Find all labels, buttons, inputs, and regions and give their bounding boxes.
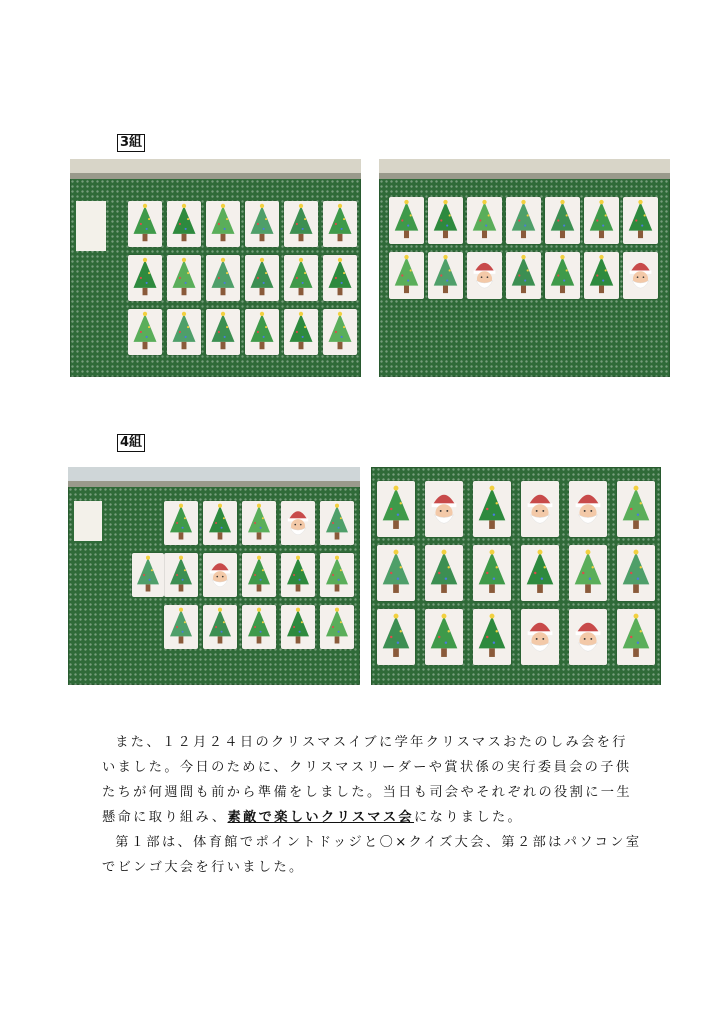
tree-drawing xyxy=(377,481,415,537)
class-4-label: 4組 xyxy=(117,434,145,452)
photo-rail-shadow xyxy=(70,173,361,179)
photo-rail xyxy=(70,159,361,173)
tree-drawing xyxy=(377,609,415,665)
tree-drawing xyxy=(284,201,318,247)
tree-card xyxy=(389,197,424,244)
photo-rail xyxy=(379,159,670,173)
tree-drawing xyxy=(320,501,354,545)
tree-drawing xyxy=(323,201,357,247)
santa-card xyxy=(569,609,607,665)
tree-card xyxy=(377,545,415,601)
tree-drawing xyxy=(545,252,580,299)
tree-card xyxy=(128,255,162,301)
tree-drawing xyxy=(167,255,201,301)
class-4-photo-left xyxy=(68,467,360,685)
tree-card xyxy=(617,545,655,601)
tree-card xyxy=(164,501,198,545)
tree-drawing xyxy=(164,605,198,649)
tree-card xyxy=(473,545,511,601)
tree-drawing xyxy=(617,545,655,601)
tree-drawing xyxy=(245,309,279,355)
tree-card xyxy=(245,309,279,355)
tree-card xyxy=(206,255,240,301)
tree-card xyxy=(206,201,240,247)
tree-card xyxy=(128,309,162,355)
tree-card xyxy=(569,545,607,601)
tree-card xyxy=(245,201,279,247)
tree-card xyxy=(242,501,276,545)
tree-drawing xyxy=(128,255,162,301)
tree-drawing xyxy=(473,609,511,665)
tree-drawing xyxy=(323,309,357,355)
tree-card xyxy=(377,481,415,537)
tree-card xyxy=(545,197,580,244)
santa-card xyxy=(425,481,463,537)
tree-drawing xyxy=(521,545,559,601)
tree-card xyxy=(617,481,655,537)
tree-drawing xyxy=(320,553,354,597)
tree-card xyxy=(281,553,315,597)
santa-drawing xyxy=(203,553,237,597)
tree-drawing xyxy=(428,252,463,299)
tree-drawing xyxy=(473,545,511,601)
santa-card xyxy=(521,481,559,537)
tree-card xyxy=(284,309,318,355)
santa-card xyxy=(203,553,237,597)
tree-card xyxy=(425,609,463,665)
tree-card xyxy=(323,255,357,301)
tree-drawing xyxy=(506,197,541,244)
tree-card xyxy=(323,309,357,355)
tree-card xyxy=(623,197,658,244)
tree-card xyxy=(167,255,201,301)
tree-drawing xyxy=(623,197,658,244)
tree-card xyxy=(425,545,463,601)
tree-card xyxy=(167,309,201,355)
tree-drawing xyxy=(617,609,655,665)
tree-card xyxy=(428,252,463,299)
santa-drawing xyxy=(569,609,607,665)
photo-rail-shadow xyxy=(379,173,670,179)
tree-drawing xyxy=(167,309,201,355)
tree-drawing xyxy=(428,197,463,244)
tree-drawing xyxy=(132,553,164,597)
notice-sheet xyxy=(76,201,106,251)
tree-card xyxy=(164,605,198,649)
body-text xyxy=(102,730,642,880)
class-3-photo-right xyxy=(379,159,670,377)
tree-drawing xyxy=(128,309,162,355)
photo-rail-shadow xyxy=(68,481,360,487)
santa-drawing xyxy=(521,609,559,665)
tree-drawing xyxy=(617,481,655,537)
tree-drawing xyxy=(569,545,607,601)
tree-drawing xyxy=(164,501,198,545)
tree-card xyxy=(242,605,276,649)
tree-drawing xyxy=(377,545,415,601)
santa-drawing xyxy=(569,481,607,537)
tree-drawing xyxy=(206,255,240,301)
tree-card xyxy=(203,501,237,545)
tree-card xyxy=(428,197,463,244)
tree-drawing xyxy=(203,501,237,545)
tree-card xyxy=(617,609,655,665)
tree-card xyxy=(128,201,162,247)
tree-card xyxy=(320,553,354,597)
tree-drawing xyxy=(389,197,424,244)
tree-drawing xyxy=(425,609,463,665)
tree-card xyxy=(320,605,354,649)
tree-card xyxy=(164,553,198,597)
santa-drawing xyxy=(467,252,502,299)
tree-card xyxy=(467,197,502,244)
photo-rail xyxy=(68,467,360,481)
tree-drawing xyxy=(245,201,279,247)
tree-card xyxy=(473,481,511,537)
class-3-label: 3組 xyxy=(117,134,145,152)
tree-card xyxy=(584,252,619,299)
tree-card xyxy=(284,255,318,301)
tree-drawing xyxy=(284,255,318,301)
tree-drawing xyxy=(389,252,424,299)
tree-drawing xyxy=(164,553,198,597)
tree-card xyxy=(206,309,240,355)
santa-card xyxy=(467,252,502,299)
tree-card xyxy=(245,255,279,301)
santa-drawing xyxy=(281,501,315,545)
tree-card xyxy=(584,197,619,244)
tree-card xyxy=(506,197,541,244)
notice-sheet xyxy=(74,501,102,541)
tree-drawing xyxy=(323,255,357,301)
tree-drawing xyxy=(584,252,619,299)
tree-card xyxy=(377,609,415,665)
tree-drawing xyxy=(242,553,276,597)
tree-drawing xyxy=(281,553,315,597)
tree-drawing xyxy=(284,309,318,355)
tree-drawing xyxy=(167,201,201,247)
tree-card xyxy=(545,252,580,299)
tree-drawing xyxy=(128,201,162,247)
santa-card xyxy=(281,501,315,545)
paragraph-2 xyxy=(102,830,642,880)
tree-card xyxy=(284,201,318,247)
santa-drawing xyxy=(425,481,463,537)
tree-drawing xyxy=(206,309,240,355)
paragraph-2-text: 第１部は、体育館でポイントドッジと〇×クイズ大会、第２部はパソコン室でビンゴ大会を行いました。 xyxy=(102,835,642,875)
santa-card xyxy=(623,252,658,299)
tree-card xyxy=(132,553,164,597)
tree-drawing xyxy=(245,255,279,301)
tree-drawing xyxy=(473,481,511,537)
santa-drawing xyxy=(521,481,559,537)
tree-drawing xyxy=(203,605,237,649)
santa-card xyxy=(569,481,607,537)
tree-card xyxy=(521,545,559,601)
tree-card xyxy=(473,609,511,665)
tree-card xyxy=(389,252,424,299)
tree-drawing xyxy=(467,197,502,244)
tree-drawing xyxy=(545,197,580,244)
tree-card xyxy=(281,605,315,649)
paragraph-1-start: また、１２月２４日のクリスマスイブに学年クリスマスおたのしみ会を行いました。今日のために、クリスマスリーダーや賞状係の実行委員会の子供たちが何週間も前から準備をしました。当日も司会やそれぞれの役割に一生懸命に取り組み、 xyxy=(102,735,632,825)
tree-card xyxy=(323,201,357,247)
emphasis-text: 素敵で楽しいクリスマス会 xyxy=(227,810,415,825)
tree-card xyxy=(506,252,541,299)
tree-drawing xyxy=(242,501,276,545)
class-3-photo-left xyxy=(70,159,361,377)
tree-drawing xyxy=(242,605,276,649)
santa-card xyxy=(521,609,559,665)
paragraph-1-end: になりました。 xyxy=(414,810,524,825)
class-4-photo-right xyxy=(371,467,661,685)
tree-drawing xyxy=(281,605,315,649)
santa-drawing xyxy=(623,252,658,299)
tree-card xyxy=(242,553,276,597)
tree-card xyxy=(320,501,354,545)
tree-drawing xyxy=(425,545,463,601)
tree-card xyxy=(167,201,201,247)
tree-drawing xyxy=(584,197,619,244)
tree-drawing xyxy=(206,201,240,247)
tree-card xyxy=(203,605,237,649)
tree-drawing xyxy=(320,605,354,649)
tree-drawing xyxy=(506,252,541,299)
paragraph-1 xyxy=(102,730,642,830)
